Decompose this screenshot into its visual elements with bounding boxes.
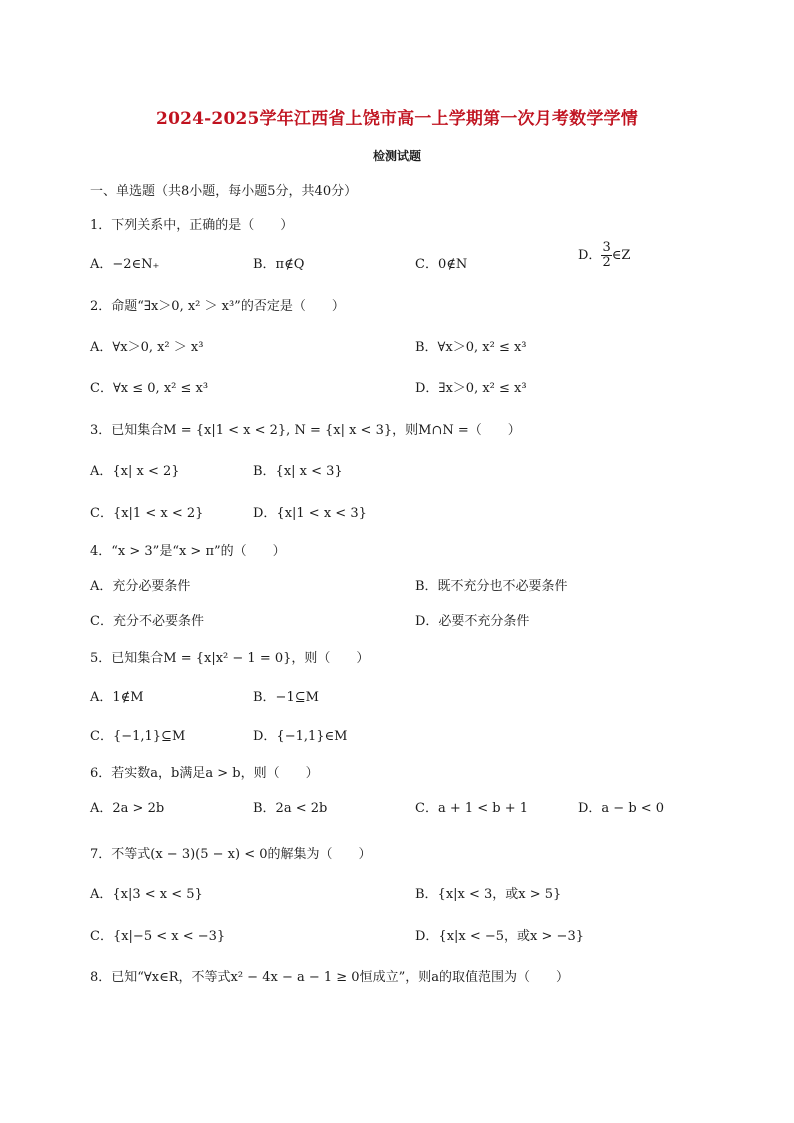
- question-4-option-c: C．充分不必要条件: [90, 614, 204, 629]
- question-2-option-c: C．∀x ≤ 0, x² ≤ x³: [90, 381, 209, 396]
- question-7-option-d: D．{x|x < −5，或x > −3}: [415, 929, 584, 944]
- question-2-option-b: B．∀x＞0, x² ≤ x³: [415, 340, 527, 355]
- question-4-option-b: B．既不充分也不必要条件: [415, 579, 568, 594]
- question-4-option-a: A．充分必要条件: [90, 579, 191, 594]
- option-d-label: D．: [578, 248, 602, 263]
- fraction-numerator: 3: [602, 240, 611, 255]
- question-7-option-c: C．{x|−5 < x < −3}: [90, 929, 226, 944]
- question-3-option-b: B．{x| x < 3}: [253, 464, 343, 479]
- question-6-option-a: A．2a > 2b: [90, 801, 165, 816]
- question-3-option-a: A．{x| x < 2}: [90, 464, 180, 479]
- question-3-option-d: D．{x|1 < x < 3}: [253, 506, 367, 521]
- section-heading: 一、单选题（共8小题，每小题5分，共40分）: [90, 184, 358, 199]
- question-5-option-c: C．{−1,1}⊆M: [90, 729, 186, 744]
- question-2-stem: 2．命题“∃x＞0, x² ＞ x³”的否定是（ ）: [90, 299, 345, 314]
- document-subtitle: 检测试题: [372, 149, 421, 163]
- question-7-option-b: B．{x|x < 3，或x > 5}: [415, 887, 562, 902]
- question-4-option-d: D．必要不充分条件: [415, 614, 530, 629]
- question-6-option-c: C．a + 1 < b + 1: [415, 801, 529, 816]
- question-5-option-b: B．−1⊆M: [253, 690, 319, 705]
- question-1-option-a: A．−2∈N₊: [90, 257, 160, 272]
- question-7-option-a: A．{x|3 < x < 5}: [90, 887, 203, 902]
- fraction-denominator: 2: [602, 255, 611, 270]
- question-2-option-d: D．∃x＞0, x² ≤ x³: [415, 381, 527, 396]
- question-5-stem: 5．已知集合M = {x|x² − 1 = 0}，则（ ）: [90, 651, 370, 666]
- question-7-stem: 7．不等式(x − 3)(5 − x) < 0的解集为（ ）: [90, 847, 372, 862]
- option-d-rest: ∈Z: [611, 248, 631, 263]
- question-1-option-d: [578, 241, 630, 270]
- question-4-stem: 4．“x > 3”是“x > π”的（ ）: [90, 544, 286, 559]
- question-6-option-b: B．2a < 2b: [253, 801, 328, 816]
- question-5-option-d: D．{−1,1}∈M: [253, 729, 348, 744]
- question-3-option-c: C．{x|1 < x < 2}: [90, 506, 204, 521]
- question-6-option-d: D．a − b < 0: [578, 801, 665, 816]
- document-title: 2024-2025学年江西省上饶市高一上学期第一次月考数学学情: [156, 109, 638, 129]
- question-3-stem: 3．已知集合M = {x|1 < x < 2}, N = {x| x < 3}，则M∩N =（ ）: [90, 423, 521, 438]
- question-6-stem: 6．若实数a，b满足a > b，则（ ）: [90, 766, 319, 781]
- question-8-stem: 8．已知“∀x∈R，不等式x² − 4x − a − 1 ≥ 0恒成立”，则a的取值范围为（ ）: [90, 970, 569, 985]
- question-1-option-b: B．π∉Q: [253, 257, 305, 272]
- fraction: [601, 241, 611, 270]
- question-5-option-a: A．1∉M: [90, 690, 144, 705]
- question-2-option-a: A．∀x＞0, x² ＞ x³: [90, 340, 204, 355]
- question-1-stem: 1．下列关系中，正确的是（ ）: [90, 218, 294, 233]
- question-1-option-c: C．0∉N: [415, 257, 468, 272]
